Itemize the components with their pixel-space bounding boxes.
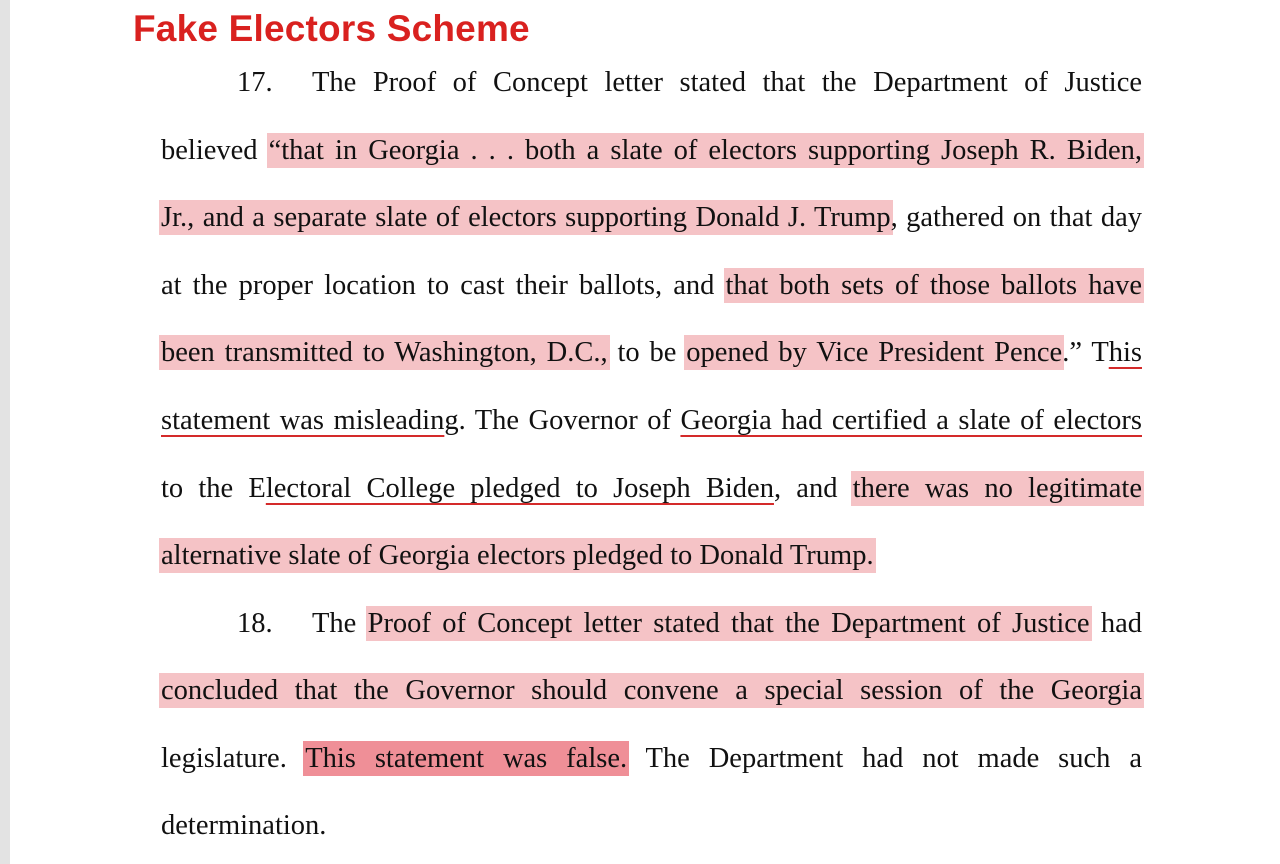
paragraph-17-line-2: believed “that in Georgia . . . both a slate of electors supporting Joseph R. Biden, bbox=[161, 135, 1142, 166]
underline: lectoral College pledged to Joseph Biden bbox=[265, 473, 774, 504]
paragraph-18-line-3: legislature. This statement was false. The Department had not made such a bbox=[161, 743, 1142, 774]
paragraph-number: 18. bbox=[237, 608, 273, 639]
underline: statement was misleadin bbox=[161, 405, 445, 436]
paragraph-17-line-4: at the proper location to cast their ballots, and that both sets of those ballots have bbox=[161, 270, 1143, 301]
paragraph-17-line-7: to the Electoral College pledged to Joseph Biden, and there was no legitimate bbox=[161, 473, 1143, 504]
highlight: concluded that the Governor should convene a special session of the Georgia bbox=[161, 675, 1142, 706]
highlight: alternative slate of Georgia electors pledged to Donald Trump. bbox=[161, 540, 874, 571]
paragraph-17-line-3: Jr., and a separate slate of electors supporting Donald J. Trump, gathered on that day bbox=[161, 202, 1142, 233]
highlight: “that in Georgia . . . both a slate of electors supporting Joseph R. Biden, bbox=[268, 135, 1142, 166]
paragraph-18-line-2 bbox=[161, 671, 1142, 711]
underline: Georgia had certified a slate of electors bbox=[680, 405, 1142, 436]
page-edge bbox=[0, 0, 10, 864]
paragraph-17-line-5: been transmitted to Washington, D.C., to be opened by Vice President Pence.” This bbox=[161, 337, 1142, 368]
highlight: Proof of Concept letter stated that the Department of Justice bbox=[367, 608, 1090, 639]
paragraph-number: 17. bbox=[237, 67, 273, 98]
highlight-strong: This statement was false. bbox=[305, 743, 628, 774]
highlight: Jr., and a separate slate of electors supporting Donald J. Trump bbox=[161, 202, 891, 233]
page-title: Fake Electors Scheme bbox=[133, 8, 530, 49]
paragraph-17-line-8 bbox=[161, 536, 1142, 576]
highlight: opened by Vice President Pence bbox=[686, 337, 1063, 368]
highlight: been transmitted to Washington, D.C., bbox=[161, 337, 608, 368]
paragraph-17-line-1: 17. The Proof of Concept letter stated that the Department of Justice bbox=[161, 63, 1142, 103]
paragraph-18-line-4: determination. bbox=[161, 810, 327, 841]
underline: his bbox=[1108, 337, 1142, 368]
paragraph-17-line-6: statement was misleading. The Governor of Georgia had certified a slate of electors bbox=[161, 405, 1142, 436]
paragraph-18-line-1: 18. The Proof of Concept letter stated that the Department of Justice had bbox=[161, 604, 1142, 644]
highlight: there was no legitimate bbox=[852, 473, 1143, 504]
highlight: that both sets of those ballots have bbox=[725, 270, 1143, 301]
